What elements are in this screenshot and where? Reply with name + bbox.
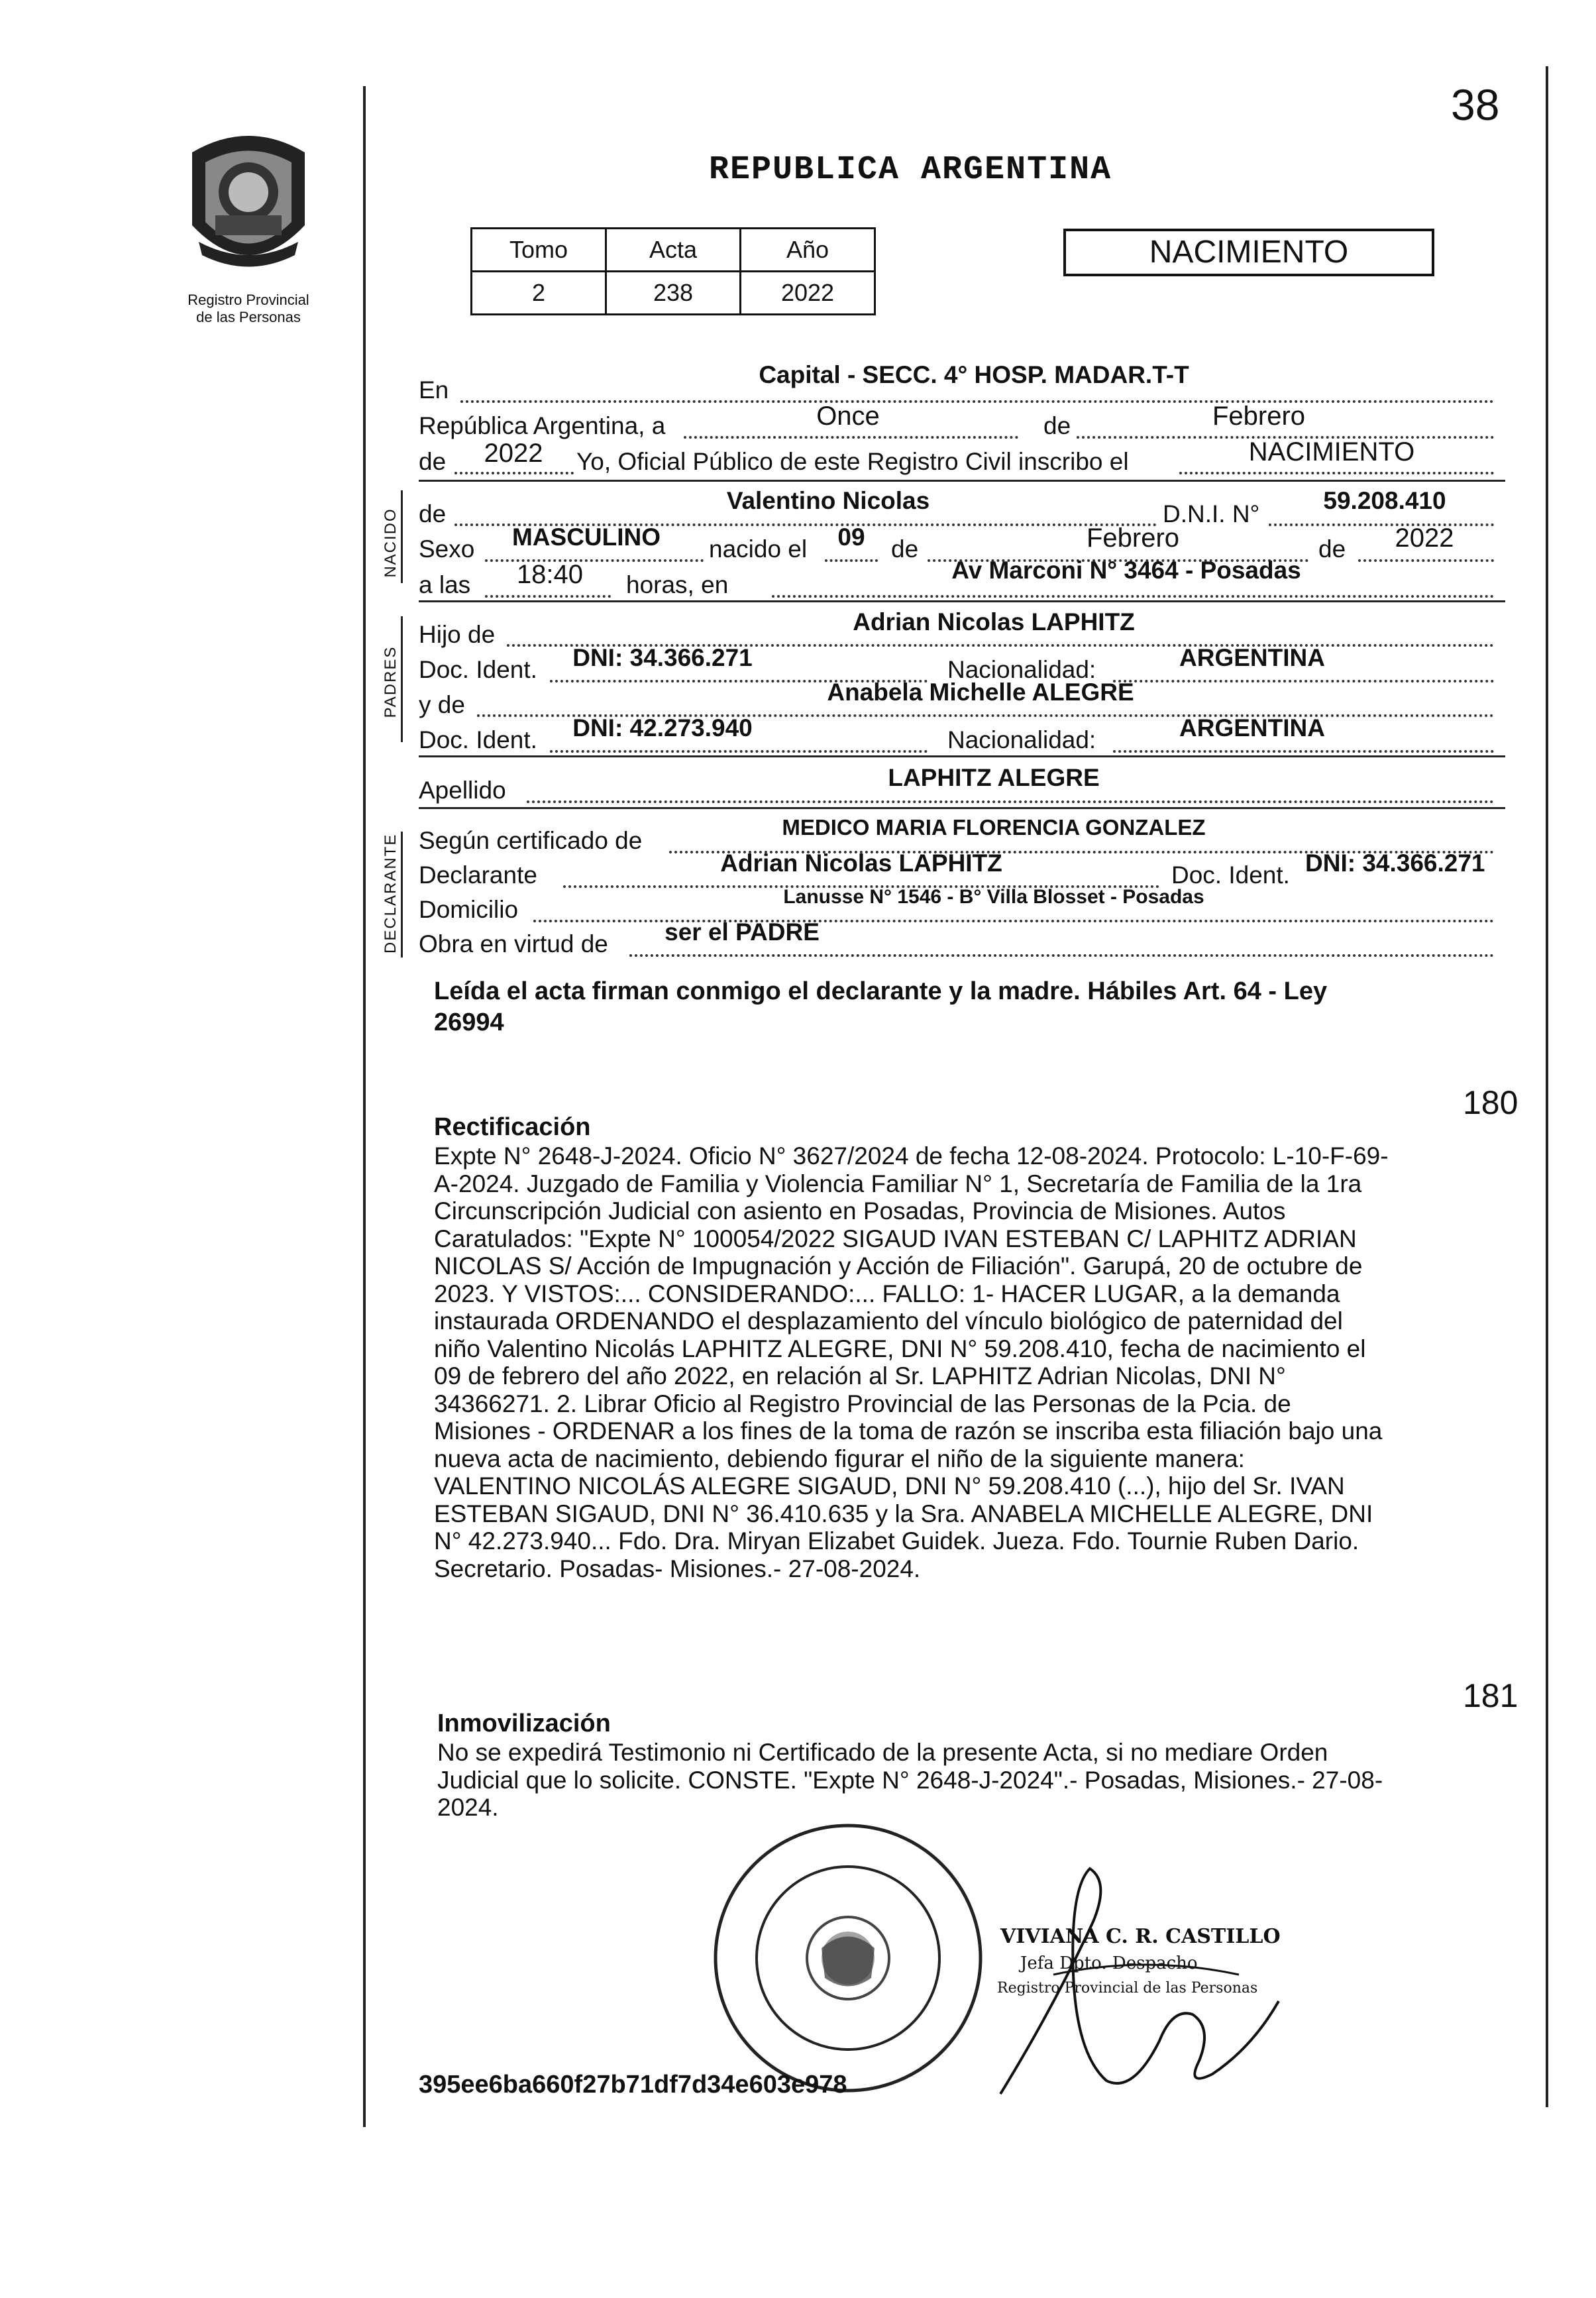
value-nac-anio: 2022 xyxy=(1395,523,1454,553)
label-sexo: Sexo xyxy=(419,535,475,563)
label-nac-padre: Nacionalidad: xyxy=(947,656,1096,683)
value-lugar: Capital - SECC. 4° HOSP. MADAR.T-T xyxy=(759,361,1189,388)
stamp-icon xyxy=(709,1819,987,2097)
value-padre-doc: DNI: 34.366.271 xyxy=(572,644,753,671)
label-doc-padre: Doc. Ident. xyxy=(419,656,537,683)
table-value-tomo: 2 xyxy=(472,272,606,315)
dots-doc-madre xyxy=(550,750,928,753)
table-value-acta: 238 xyxy=(606,272,741,315)
rule-2 xyxy=(419,600,1505,602)
closing-line1: Leída el acta firman conmigo el declarante y la madre. Hábiles Art. 64 - Ley xyxy=(434,977,1328,1005)
label-en: En xyxy=(419,376,449,404)
dots-lugar-nac xyxy=(772,595,1494,598)
table-value-anio: 2022 xyxy=(741,272,875,315)
inmovilizacion-body xyxy=(437,1739,1511,1822)
side-label-nacido: NACIDO xyxy=(382,508,399,578)
dots-obra xyxy=(629,954,1494,957)
rectificacion-line: Misiones - ORDENAR a los fines de la toma de razón se inscriba esta filiación bajo una xyxy=(434,1417,1383,1445)
table-header-tomo: Tomo xyxy=(472,229,606,272)
rectificacion-line: Caratulados: "Expte N° 100054/2022 SIGAUD IVAN ESTEBAN C/ LAPHITZ ADRIAN xyxy=(434,1225,1357,1252)
label-de-nombre: de xyxy=(419,500,447,527)
label-nac-madre: Nacionalidad: xyxy=(947,726,1096,753)
value-dia: Once xyxy=(816,402,880,431)
label-certificado: Según certificado de xyxy=(419,827,643,854)
logo-caption-line2: de las Personas xyxy=(196,309,301,325)
inmovilizacion-number: 181 xyxy=(1463,1677,1518,1714)
margin-line xyxy=(363,86,366,2127)
value-madre: Anabela Michelle ALEGRE xyxy=(827,679,1134,706)
signer-name: VIVIANA C. R. CASTILLO xyxy=(1000,1925,1281,1948)
side-label-padres: PADRES xyxy=(382,645,399,718)
side-label-declarante: DECLARANTE xyxy=(382,833,399,954)
rectificacion-body xyxy=(434,1142,1507,1582)
rectificacion-line: instaurada ORDENANDO el desplazamiento del vínculo biológico de paternidad del xyxy=(434,1307,1343,1335)
table-header-acta: Acta xyxy=(606,229,741,272)
rectificacion-number: 180 xyxy=(1463,1084,1518,1121)
side-bar-declarante xyxy=(401,832,403,958)
side-bar-padres xyxy=(401,616,403,742)
rectificacion-line: Circunscripción Judicial con asiento en Posadas, Provincia de Misiones. Autos xyxy=(434,1197,1286,1225)
signer-role: Jefa Dpto. Despacho xyxy=(1020,1953,1198,1973)
rectificacion-line: NICOLAS S/ Acción de Impugnación y Acción de Filiación". Garupá, 20 de octubre de xyxy=(434,1252,1363,1280)
value-lugar-nac: Av Marconi N° 3464 - Posadas xyxy=(951,557,1301,584)
tipo-box xyxy=(1063,229,1434,276)
page-title: REPUBLICA ARGENTINA xyxy=(709,151,1112,189)
official-stamp xyxy=(709,1819,987,2097)
value-anio: 2022 xyxy=(484,439,543,468)
logo-caption-line1: Registro Provincial xyxy=(187,292,309,308)
value-sexo: MASCULINO xyxy=(511,523,661,551)
inmovilizacion-title: Inmovilización xyxy=(437,1710,611,1737)
rule-4 xyxy=(419,807,1505,809)
rectificacion-line: niño Valentino Nicolás LAPHITZ ALEGRE, DNI N° 59.208.410, fecha de nacimiento el xyxy=(434,1335,1366,1362)
value-madre-doc: DNI: 42.273.940 xyxy=(572,714,753,741)
value-nac-dia: 09 xyxy=(837,523,865,551)
rectificacion-line: Secretario. Posadas- Misiones.- 27-08-2024. xyxy=(434,1555,921,1582)
label-horas-en: horas, en xyxy=(626,571,729,598)
label-apellido: Apellido xyxy=(419,777,506,804)
value-madre-nac: ARGENTINA xyxy=(1179,714,1325,741)
label-declarante: Declarante xyxy=(419,861,537,889)
label-nac-de: de xyxy=(891,535,919,563)
value-padre-nac: ARGENTINA xyxy=(1179,644,1325,671)
value-domicilio: Lanusse N° 1546 - B° Villa Blosset - Posadas xyxy=(783,886,1204,908)
value-padre: Adrian Nicolas LAPHITZ xyxy=(853,608,1135,635)
label-hijo-de: Hijo de xyxy=(419,621,496,648)
rectificacion-line: ESTEBAN SIGAUD, DNI N° 36.410.635 y la Sra. ANABELA MICHELLE ALEGRE, DNI xyxy=(434,1500,1373,1527)
page-number: 38 xyxy=(1451,80,1500,129)
rectificacion-line: A-2024. Juzgado de Familia y Violencia Familiar N° 1, Secretaría de Familia de la 1ra xyxy=(434,1170,1362,1197)
value-declarante: Adrian Nicolas LAPHITZ xyxy=(720,849,1002,877)
value-obra: ser el PADRE xyxy=(665,918,820,946)
value-hora: 18:40 xyxy=(516,560,584,589)
dots-anio xyxy=(454,472,574,474)
dots-hora xyxy=(485,595,611,598)
rectificacion-line: nueva acta de nacimiento, debiendo figurar el niño de la siguiente manera: xyxy=(434,1445,1245,1472)
tipo-label: NACIMIENTO xyxy=(1149,235,1349,270)
dots-nac-madre xyxy=(1113,750,1494,753)
dots-nac-anio xyxy=(1358,559,1494,562)
label-domicilio: Domicilio xyxy=(419,896,519,923)
dots-apellido xyxy=(527,800,1494,803)
rule-1 xyxy=(419,480,1505,482)
inmovilizacion-line: No se expedirá Testimonio ni Certificado de la presente Acta, si no mediare Orden xyxy=(437,1739,1328,1766)
value-tipo-inscripcion: NACIMIENTO xyxy=(1248,437,1415,466)
value-certificado: MEDICO MARIA FLORENCIA GONZALEZ xyxy=(782,815,1206,840)
label-de-anio: de xyxy=(419,448,447,475)
label-oficial: Yo, Oficial Público de este Registro Civil inscribo el xyxy=(576,448,1129,475)
rectificacion-line: 2023. Y VISTOS:... CONSIDERANDO:... FALLO: 1- HACER LUGAR, a la demanda xyxy=(434,1280,1340,1307)
table-header-anio: Año xyxy=(741,229,875,272)
dots-inscripcion xyxy=(1179,472,1494,474)
rule-3 xyxy=(419,755,1505,757)
rectificacion-line: 34366271. 2. Librar Oficio al Registro Provincial de las Personas de la Pcia. de xyxy=(434,1390,1291,1417)
dots-nac-dia xyxy=(825,559,878,562)
value-nac-mes: Febrero xyxy=(1086,523,1180,553)
right-edge-line xyxy=(1546,66,1548,2107)
rectificacion-line: 09 de febrero del año 2022, en relación al Sr. LAPHITZ Adrian Nicolas, DNI N° xyxy=(434,1362,1286,1390)
value-mes: Febrero xyxy=(1212,402,1306,431)
label-nac-de2: de xyxy=(1318,535,1346,563)
signer-org: Registro Provincial de las Personas xyxy=(997,1980,1258,1997)
inmovilizacion-line: 2024. xyxy=(437,1794,499,1821)
value-nombre: Valentino Nicolas xyxy=(726,487,930,514)
seal-icon xyxy=(179,126,318,278)
label-y-de: y de xyxy=(419,691,465,718)
acta-table xyxy=(470,227,876,315)
document-hash: 395ee6ba660f27b71df7d34e603e978 xyxy=(419,2071,847,2099)
label-republica: República Argentina, a xyxy=(419,412,666,439)
label-dni: D.N.I. N° xyxy=(1163,500,1260,527)
side-bar-nacido xyxy=(401,490,403,583)
rectificacion-line: VALENTINO NICOLÁS ALEGRE SIGAUD, DNI N° 59.208.410 (...), hijo del Sr. IVAN xyxy=(434,1472,1345,1500)
rectificacion-line: Expte N° 2648-J-2024. Oficio N° 3627/2024 de fecha 12-08-2024. Protocolo: L-10-F-69- xyxy=(434,1142,1389,1170)
value-dni: 59.208.410 xyxy=(1323,487,1446,514)
rectificacion-title: Rectificación xyxy=(434,1113,591,1141)
value-apellido: LAPHITZ ALEGRE xyxy=(888,764,1100,791)
label-alas: a las xyxy=(419,571,471,598)
label-nacido: nacido el xyxy=(709,535,808,563)
rectificacion-line: N° 42.273.940... Fdo. Dra. Miryan Elizabet Guidek. Jueza. Fdo. Tournie Ruben Dario. xyxy=(434,1527,1359,1555)
inmovilizacion-line: Judicial que lo solicite. CONSTE. "Expte N° 2648-J-2024".- Posadas, Misiones.- 27-08- xyxy=(437,1766,1383,1794)
label-de-mes: de xyxy=(1043,412,1071,439)
label-doc-madre: Doc. Ident. xyxy=(419,726,537,753)
dots-dia xyxy=(684,436,1018,439)
label-obra: Obra en virtud de xyxy=(419,930,608,958)
closing-line2: 26994 xyxy=(434,1009,504,1036)
province-seal-logo xyxy=(179,126,318,278)
label-decl-doc: Doc. Ident. xyxy=(1171,861,1290,889)
value-decl-doc: DNI: 34.366.271 xyxy=(1305,849,1485,877)
